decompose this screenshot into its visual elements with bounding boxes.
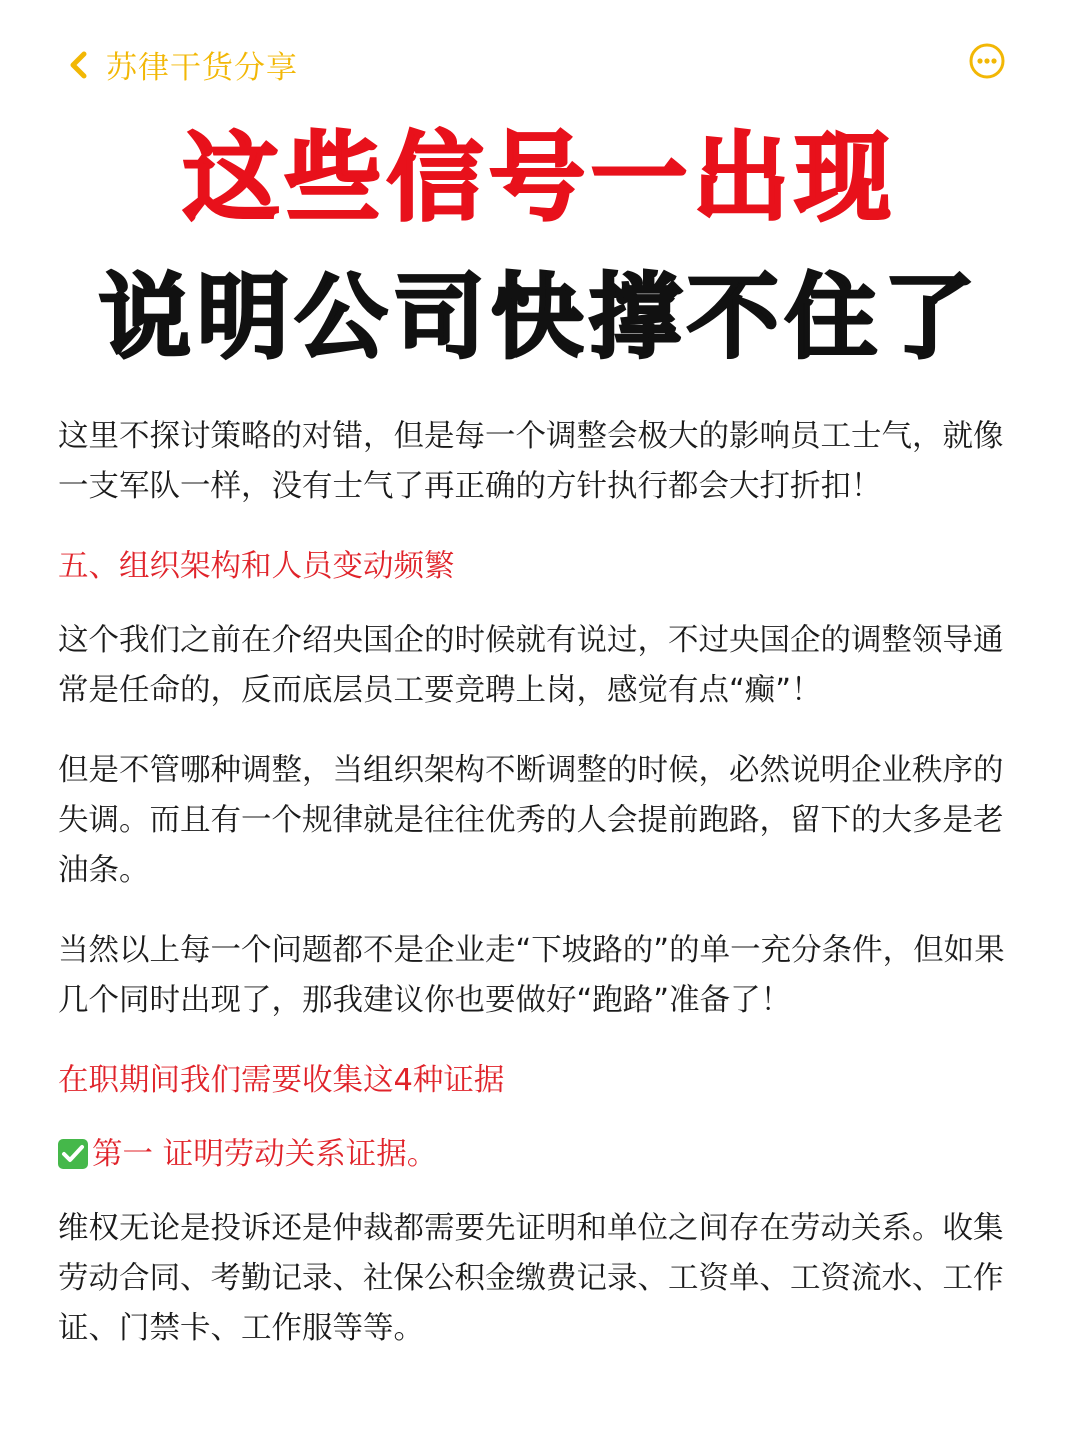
evidence-1-paragraph: 维权无论是投诉还是仲裁都需要先证明和单位之间存在劳动关系。收集劳动合同、考勤记录、社保公积金缴费记录、工资单、工资流水、工作证、门禁卡、工作服等等。 [58,1211,1004,1346]
section-5-paragraph-1: 这个我们之前在介绍央国企的时候就有说过，不过央国企的调整领导通常是任命的，反而底层员工要竞聘上岗，感觉有点“癫”！ [58,623,1004,708]
evidence-1-heading: 第一 证明劳动关系证据。 [92,1137,438,1172]
evidence-heading: 在职期间我们需要收集这4种证据 [58,1063,505,1098]
conclusion-paragraph: 当然以上每一个问题都不是企业走“下坡路的”的单一充分条件，但如果几个同时出现了，那我建议你也要做好“跑路”准备了！ [58,933,1005,1018]
title-line-1: 这些信号一出现 [183,122,897,234]
evidence-1-heading-row [58,1130,1033,1180]
section-5-heading: 五、组织架构和人员变动频繁 [58,549,455,584]
chevron-left-icon [66,46,92,84]
title-line-2: 说明公司快撑不住了 [98,264,981,371]
account-name: 苏律干货分享 [106,50,298,86]
more-dots-icon [968,42,1006,80]
top-bar [0,0,1080,120]
more-button[interactable] [968,42,1006,80]
intro-paragraph: 这里不探讨策略的对错，但是每一个调整会极大的影响员工士气，就像一支军队一样，没有士气了再正确的方针执行都会大打折扣！ [58,419,1004,504]
back-button[interactable] [66,42,298,87]
article-body [58,412,1033,1354]
check-mark-icon [58,1139,88,1169]
section-5-paragraph-2: 但是不管哪种调整，当组织架构不断调整的时候，必然说明企业秩序的失调。而且有一个规律就是往往优秀的人会提前跑路，留下的大多是老油条。 [58,753,1004,888]
